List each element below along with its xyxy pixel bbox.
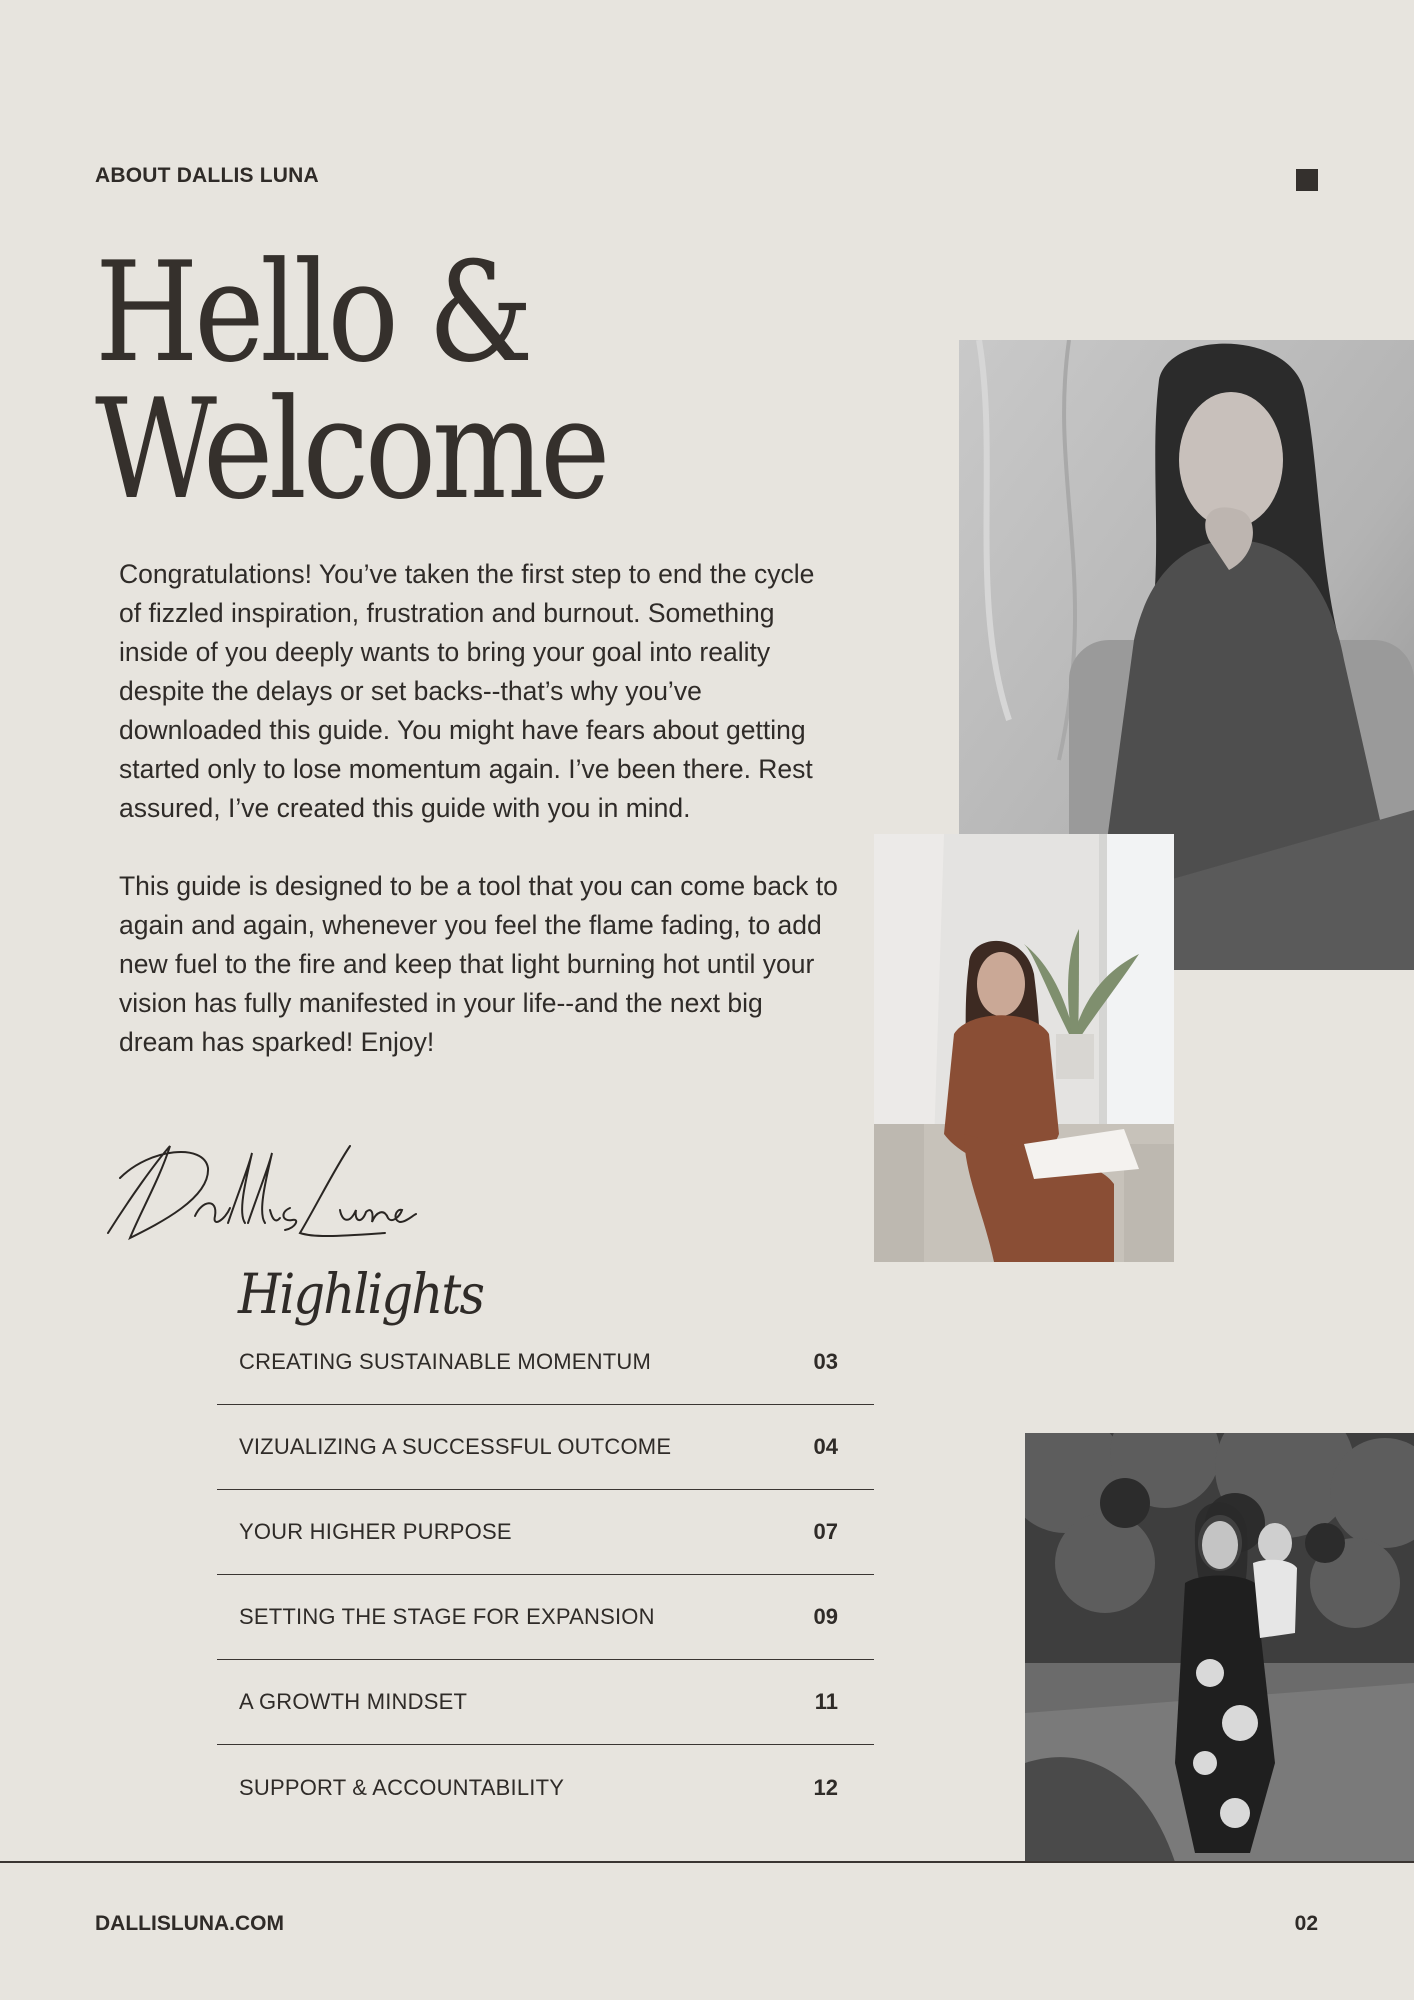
item-title: A GROWTH MINDSET [239,1689,468,1714]
intro-paragraph-1: Congratulations! You’ve taken the first step to end the cycle of fizzled inspiration, frustration and burnout. Something inside of you deeply wants to bring your goal into reality despite the delays or set backs--that’s why you’ve downloaded this guide. You might have fears about getting started only to lose momentum again. I’ve been there. Rest assured, I’ve created this guide with you in mind. [119,559,815,823]
item-title: SETTING THE STAGE FOR EXPANSION [239,1604,655,1629]
intro-text [119,555,839,1062]
header-label: ABOUT DALLIS LUNA [95,164,319,187]
signature [100,1138,420,1246]
square-icon [1296,169,1318,191]
item-title: SUPPORT & ACCOUNTABILITY [239,1774,565,1800]
highlights-list [217,1320,874,1830]
intro-paragraph-2: This guide is designed to be a tool that you can come back to again and again, whenever you feel the flame fading, to add new fuel to the fire and keep that light burning hot until your vision has fully manifested in your life--and the next big dream has sparked! Enjoy! [119,871,838,1057]
item-title: YOUR HIGHER PURPOSE [239,1519,512,1544]
family-photo [1025,1433,1414,1862]
item-page-number: 07 [813,1519,838,1544]
reading-photo [874,834,1174,1262]
item-page-number: 03 [813,1349,838,1374]
item-title: VIZUALIZING A SUCCESSFUL OUTCOME [239,1434,672,1459]
footer-page-number: 02 [1294,1912,1318,1935]
item-page-number: 11 [814,1689,838,1714]
list-item[interactable] [217,1745,874,1830]
title-line-1: Hello & [95,232,530,393]
footer-website[interactable]: DALLISLUNA.COM [95,1912,284,1935]
footer-divider [0,1861,1414,1863]
item-page-number: 09 [813,1604,838,1629]
list-item[interactable] [217,1575,874,1660]
item-title: CREATING SUSTAINABLE MOMENTUM [239,1349,652,1374]
list-item[interactable] [217,1405,874,1490]
page-title [95,232,607,530]
item-page-number: 12 [813,1774,838,1800]
list-item[interactable] [217,1490,874,1575]
title-line-2: Welcome [95,369,607,530]
item-page-number: 04 [813,1434,838,1459]
list-item[interactable] [217,1320,874,1405]
list-item[interactable] [217,1660,874,1745]
highlights-heading: Highlights [238,1262,484,1326]
